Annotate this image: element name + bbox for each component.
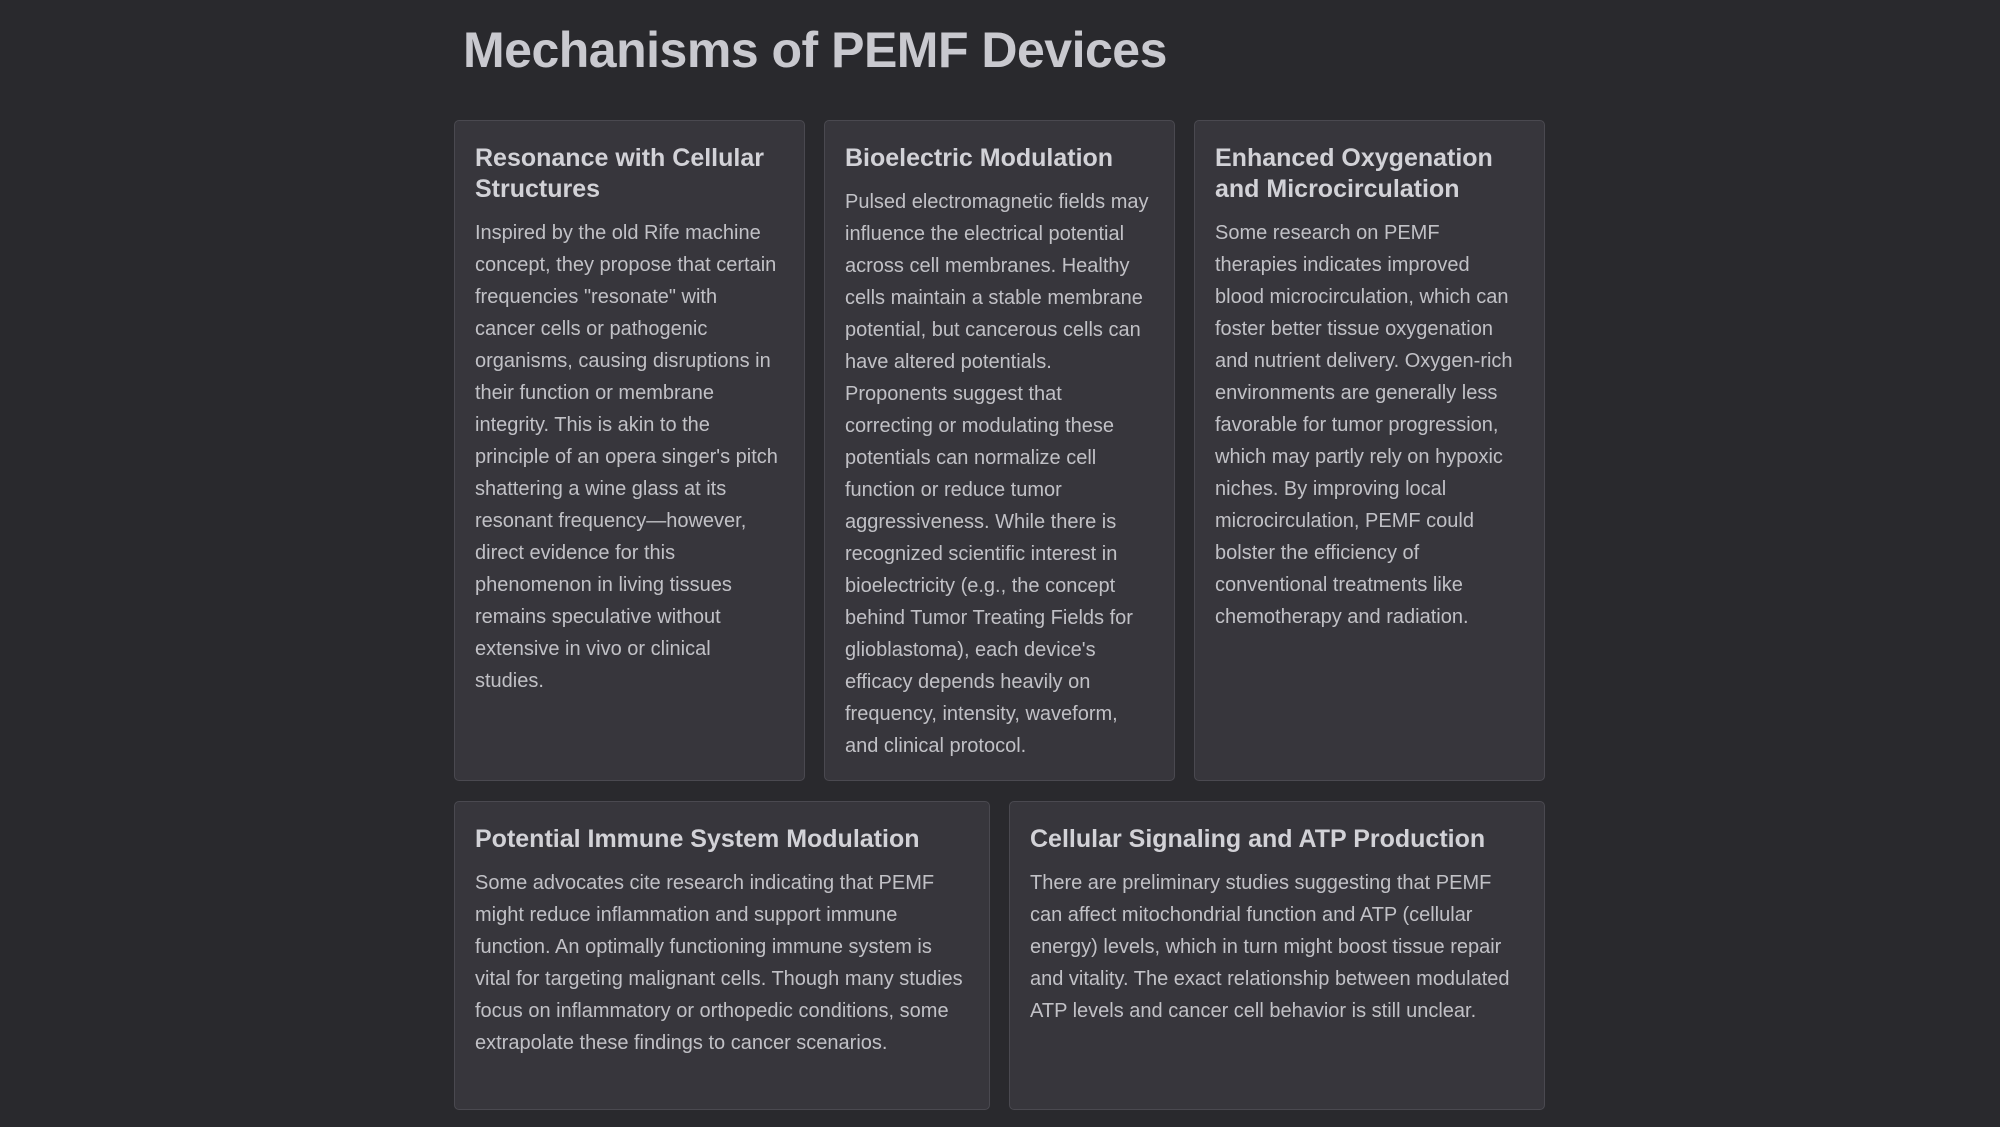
card-title: Bioelectric Modulation — [845, 144, 1114, 172]
card-title: Potential Immune System Modulation — [475, 825, 920, 853]
card-title: Enhanced Oxygenation and Microcirculation — [1215, 144, 1493, 203]
card-immune — [454, 801, 990, 1110]
card-body: Pulsed electromagnetic fields may influence the electrical potential across cell membranes. Healthy cells maintain a stable membrane potential, but cancerous cells can have altered potentials. Proponents suggest that correcting or modulating these potentials can normalize cell function or reduce tumor aggressiveness. While there is recognized scientific interest in bioelectricity (e.g., the concept behind Tumor Treating Fields for glioblastoma), each device's efficacy depends heavily on frequency, intensity, waveform, and clinical protocol. — [845, 191, 1149, 757]
card-title: Resonance with Cellular Structures — [475, 144, 764, 203]
page-title: Mechanisms of PEMF Devices — [463, 22, 1167, 78]
card-body: Some research on PEMF therapies indicates improved blood microcirculation, which can foster better tissue oxygenation and nutrient delivery. Oxygen-rich environments are generally less favorable for tumor progression, which may partly rely on hypoxic niches. By improving local microcirculation, PEMF could bolster the efficiency of conventional treatments like chemotherapy and radiation. — [1215, 222, 1513, 628]
card-atp — [1009, 801, 1545, 1110]
card-title: Cellular Signaling and ATP Production — [1030, 825, 1486, 853]
card-body: Inspired by the old Rife machine concept, they propose that certain frequencies "resonate" with cancer cells or pathogenic organisms, causing disruptions in their function or membrane integrity. This is akin to the principle of an opera singer's pitch shattering a wine glass at its resonant frequency—however, direct evidence for this phenomenon in living tissues remains speculative without extensive in vivo or clinical studies. — [475, 222, 778, 692]
card-bioelectric — [824, 120, 1175, 781]
card-body: There are preliminary studies suggesting that PEMF can affect mitochondrial function and ATP (cellular energy) levels, which in turn might boost tissue repair and vitality. The exact relationship between modulated ATP levels and cancer cell behavior is still unclear. — [1030, 872, 1510, 1022]
card-body: Some advocates cite research indicating that PEMF might reduce inflammation and support immune function. An optimally functioning immune system is vital for targeting malignant cells. Though many studies focus on inflammatory or orthopedic conditions, some extrapolate these findings to cancer scenarios. — [475, 872, 963, 1054]
card-oxygenation — [1194, 120, 1545, 781]
card-resonance — [454, 120, 805, 781]
